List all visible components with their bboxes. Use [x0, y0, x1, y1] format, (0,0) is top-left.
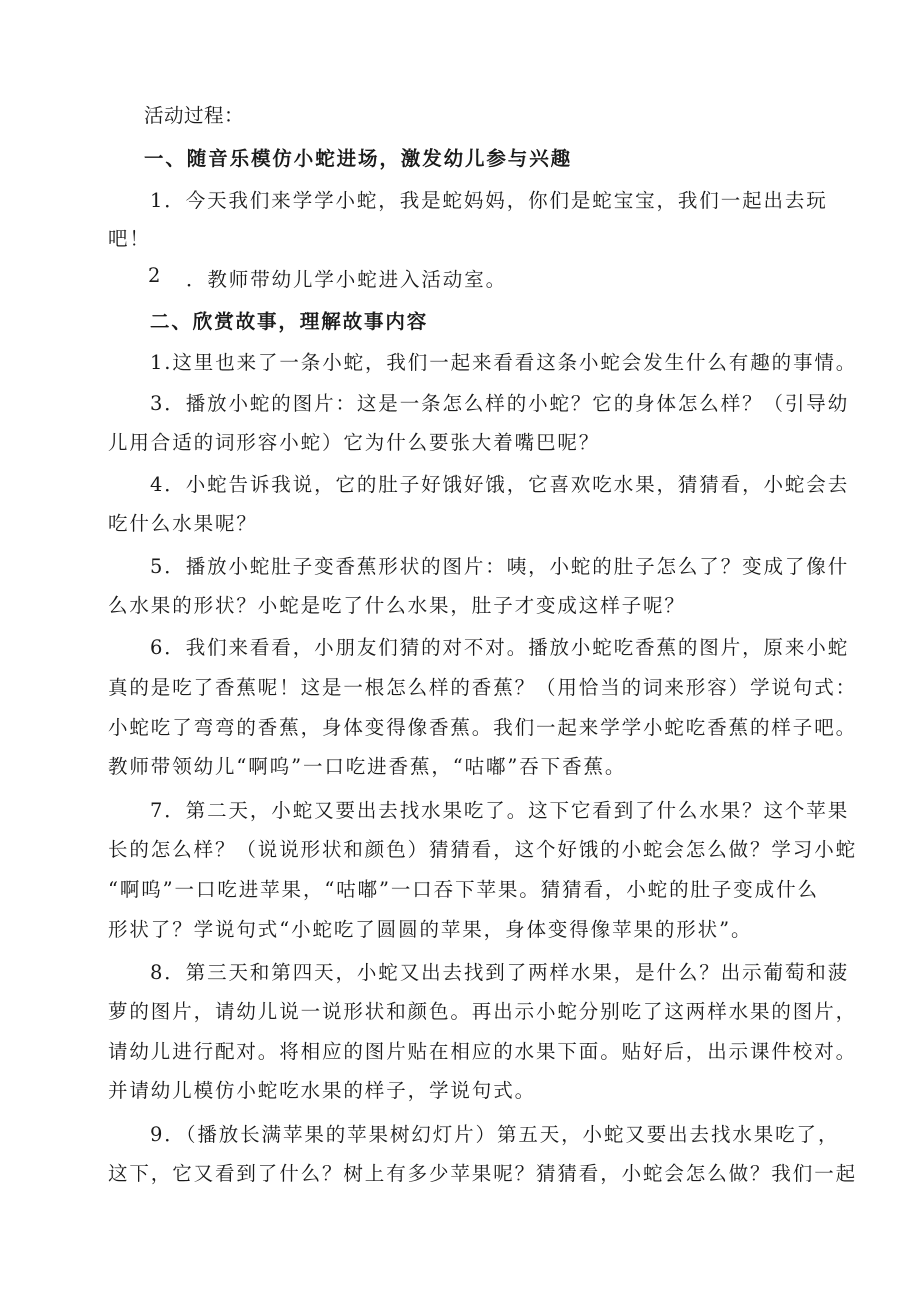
paragraph-line: ．教师带幼儿学小蛇进入活动室。 — [186, 268, 508, 291]
paragraph-line: 形状了？学说句式“小蛇吃了圆圆的苹果，身体变得像苹果的形状”。 — [108, 918, 753, 941]
paragraph-line: 小蛇吃了弯弯的香蕉，身体变得像香蕉。我们一起来学学小蛇吃香蕉的样子吧。 — [108, 716, 858, 739]
list-number: 2 — [148, 264, 163, 287]
heading-1: 一、随音乐模仿小蛇进场，激发幼儿参与兴趣 — [144, 147, 573, 170]
paragraph-line: 吧！ — [108, 227, 151, 250]
paragraph-line: 萝的图片，请幼儿说一说形状和颜色。再出示小蛇分别吃了这两样水果的图片， — [108, 1000, 858, 1023]
paragraph-line: 这下，它又看到了什么？树上有多少苹果呢？猜猜看，小蛇会怎么做？我们一起 — [108, 1162, 858, 1185]
paragraph-line: 1．今天我们来学学小蛇，我是蛇妈妈，你们是蛇宝宝，我们一起出去玩 — [150, 189, 828, 212]
paragraph-line: 7．第二天，小蛇又要出去找水果吃了。这下它看到了什么水果？这个苹果 — [150, 799, 850, 822]
heading-2: 二、欣赏故事，理解故事内容 — [150, 310, 429, 333]
paragraph-line: 4．小蛇告诉我说，它的肚子好饿好饿，它喜欢吃水果，猜猜看，小蛇会去 — [150, 473, 850, 496]
paragraph-line: 真的是吃了香蕉呢！这是一根怎么样的香蕉？（用恰当的词来形容）学说句式： — [108, 676, 858, 699]
paragraph-line: “啊呜”一口吃进苹果，“咕嘟”一口吞下苹果。猜猜看，小蛇的肚子变成什么 — [108, 878, 819, 901]
paragraph-line: 儿用合适的词形容小蛇）它为什么要张大着嘴巴呢？ — [108, 431, 601, 454]
paragraph-line: 9．（播放长满苹果的苹果树幻灯片）第五天，小蛇又要出去找水果吃了， — [150, 1123, 840, 1146]
paragraph-line: 1.这里也来了一条小蛇，我们一起来看看这条小蛇会发生什么有趣的事情。 — [150, 351, 858, 374]
section-title: 活动过程： — [144, 104, 245, 127]
paragraph-line: 请幼儿进行配对。将相应的图片贴在相应的水果下面。贴好后，出示课件校对。 — [108, 1040, 858, 1063]
paragraph-line: 教师带领幼儿“啊呜”一口吃进香蕉，“咕嘟”吞下香蕉。 — [108, 755, 627, 778]
paragraph-line: 5．播放小蛇肚子变香蕉形状的图片：咦，小蛇的肚子怎么了？变成了像什 — [150, 555, 850, 578]
paragraph-line: 并请幼儿模仿小蛇吃水果的样子，学说句式。 — [108, 1079, 537, 1102]
paragraph-line: 6．我们来看看，小朋友们猜的对不对。播放小蛇吃香蕉的图片，原来小蛇 — [150, 636, 850, 659]
paragraph-line: 3．播放小蛇的图片：这是一条怎么样的小蛇？它的身体怎么样？（引导幼 — [150, 392, 850, 415]
paragraph-line: 长的怎么样？（说说形状和颜色）猜猜看，这个好饿的小蛇会怎么做？学习小蛇 — [108, 838, 858, 861]
paragraph-line: 么水果的形状？小蛇是吃了什么水果，肚子才变成这样子呢？ — [108, 594, 686, 617]
paragraph-line: 8．第三天和第四天，小蛇又出去找到了两样水果，是什么？出示葡萄和菠 — [150, 961, 850, 984]
paragraph-line: 吃什么水果呢？ — [108, 512, 258, 535]
